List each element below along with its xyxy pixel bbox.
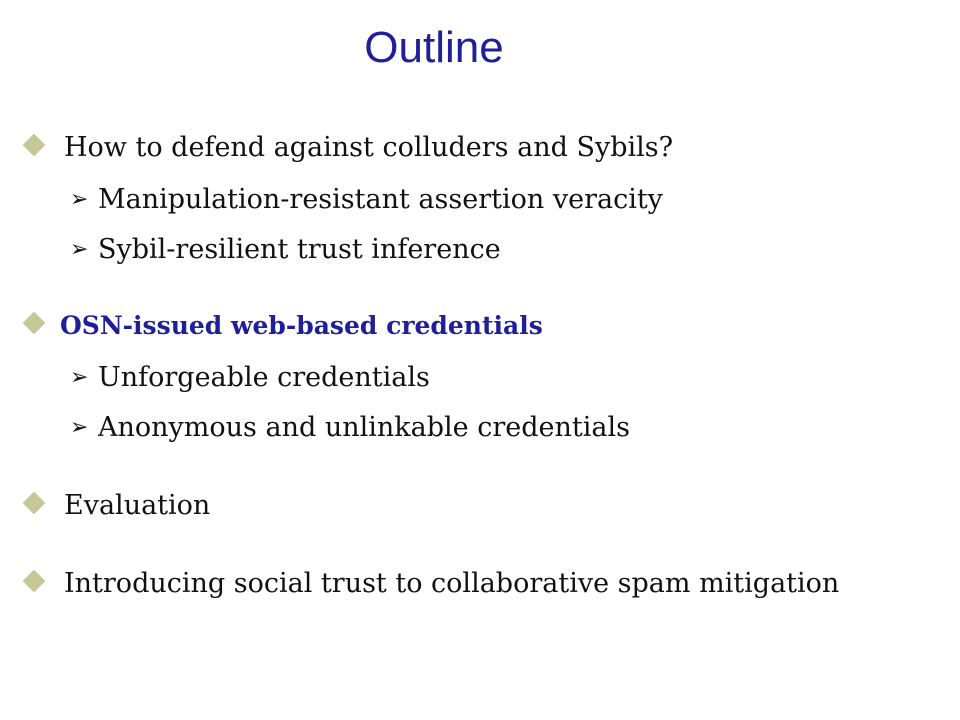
bullet-item [20, 488, 210, 524]
sub-bullet-item [70, 360, 430, 396]
arrowhead-bullet-icon: ➢ [70, 365, 89, 390]
diamond-bullet-icon [23, 570, 46, 593]
bullet-item [20, 130, 673, 166]
bullet-text: How to defend against colluders and Sybils? [64, 132, 674, 163]
bullet-item-highlighted [20, 308, 543, 344]
sub-bullet-item [70, 182, 663, 218]
sub-bullet-text: Manipulation-resistant assertion veracity [98, 184, 663, 215]
bullet-item [20, 566, 839, 602]
bullet-text: Introducing social trust to collaborative spam mitigation [64, 568, 840, 599]
diamond-bullet-icon [23, 492, 46, 515]
sub-bullet-item [70, 232, 501, 268]
arrowhead-bullet-icon: ➢ [70, 187, 89, 212]
arrowhead-bullet-icon: ➢ [70, 237, 89, 262]
arrowhead-bullet-icon: ➢ [70, 415, 89, 440]
sub-bullet-text: Unforgeable credentials [98, 362, 430, 393]
slide-title: Outline [364, 23, 504, 72]
bullet-text: OSN-issued web-based credentials [60, 311, 543, 340]
sub-bullet-text: Sybil-resilient trust inference [98, 234, 501, 265]
bullet-text: Evaluation [64, 490, 211, 521]
diamond-bullet-icon [23, 134, 46, 157]
sub-bullet-item [70, 410, 630, 446]
diamond-bullet-icon [23, 312, 46, 335]
sub-bullet-text: Anonymous and unlinkable credentials [98, 412, 630, 443]
